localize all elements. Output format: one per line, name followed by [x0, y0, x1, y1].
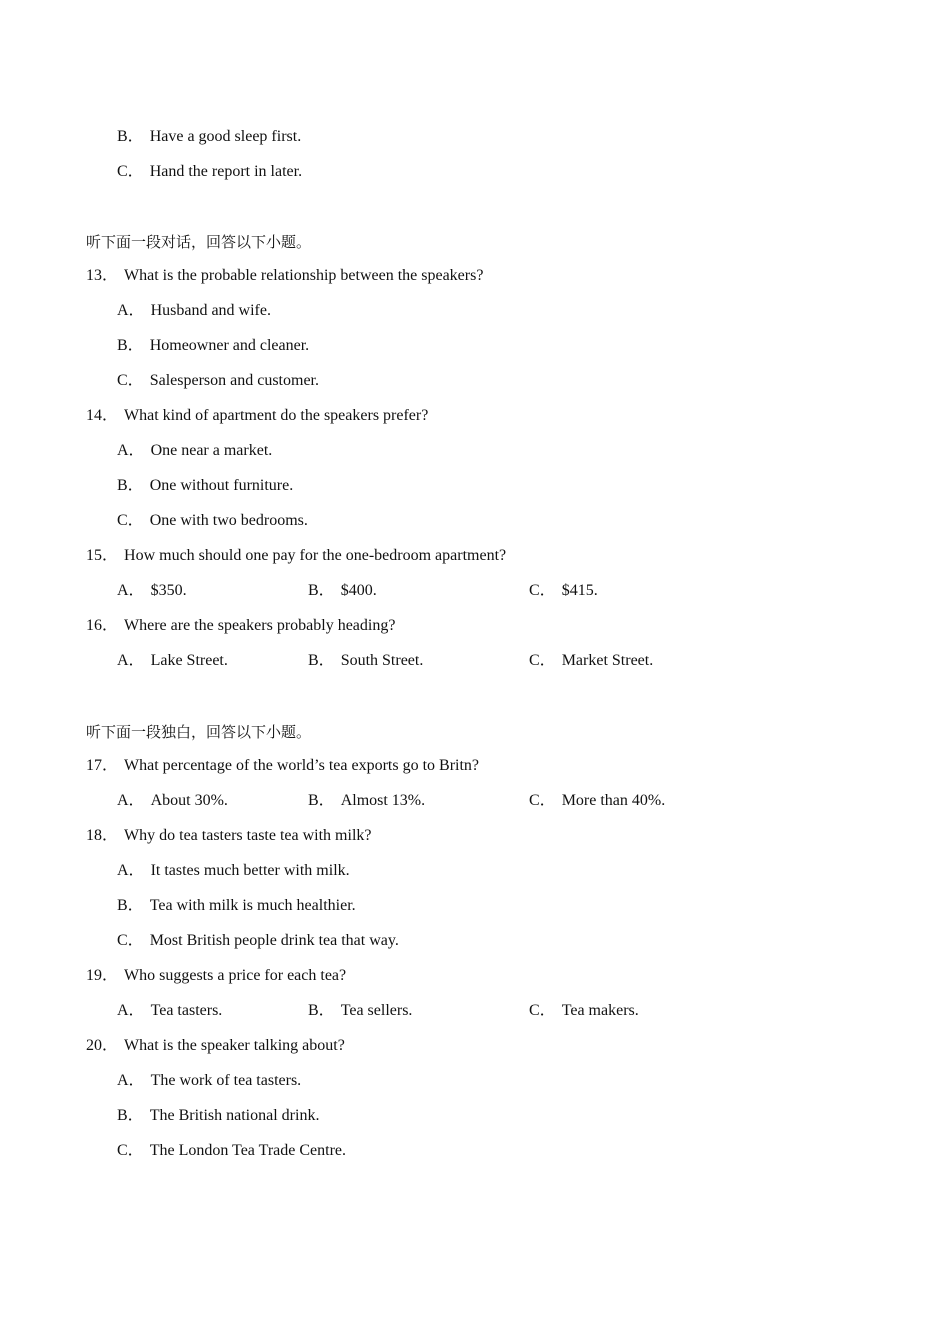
- option-label: B．: [117, 1107, 144, 1124]
- option-label: B．: [117, 128, 144, 145]
- question-15: [86, 546, 506, 566]
- question-text: What is the speaker talking about?: [124, 1037, 345, 1054]
- q15-option-c: [529, 581, 598, 601]
- q18-option-a: [117, 861, 350, 881]
- question-number: 17．: [86, 757, 119, 774]
- option-label: C．: [117, 932, 144, 949]
- q13-option-b: [117, 336, 309, 356]
- option-label: C．: [117, 1142, 144, 1159]
- question-number: 19．: [86, 967, 119, 984]
- question-number: 20．: [86, 1037, 119, 1054]
- option-text: About 30%.: [150, 792, 228, 809]
- option-text: Almost 13%.: [340, 792, 426, 809]
- question-text: What is the probable relationship between the speakers?: [124, 267, 484, 284]
- option-text: It tastes much better with milk.: [150, 862, 350, 879]
- option-label: A．: [117, 652, 145, 669]
- option-text: Most British people drink tea that way.: [149, 932, 399, 949]
- option-label: B．: [308, 792, 335, 809]
- question-text: Who suggests a price for each tea?: [124, 967, 347, 984]
- q16-option-a: [117, 651, 228, 671]
- option-label: A．: [117, 582, 145, 599]
- question-text: What percentage of the world’s tea exports go to Britn?: [124, 757, 480, 774]
- q16-option-b: [308, 651, 423, 671]
- option-label: B．: [117, 337, 144, 354]
- question-14: [86, 406, 428, 426]
- option-text: Lake Street.: [150, 652, 228, 669]
- option-label: C．: [529, 1002, 556, 1019]
- option-text: Homeowner and cleaner.: [149, 337, 310, 354]
- option-label: A．: [117, 1072, 145, 1089]
- option-text: One with two bedrooms.: [149, 512, 308, 529]
- q14-option-b: [117, 476, 293, 496]
- option-text: The British national drink.: [149, 1107, 320, 1124]
- question-number: 18．: [86, 827, 119, 844]
- q20-option-a: [117, 1071, 301, 1091]
- question-text: How much should one pay for the one-bedroom apartment?: [124, 547, 507, 564]
- option-text: One without furniture.: [149, 477, 294, 494]
- option-label: C．: [117, 372, 144, 389]
- question-number: 14．: [86, 407, 119, 424]
- option-text: Market Street.: [561, 652, 654, 669]
- question-20: [86, 1036, 345, 1056]
- q19-option-b: [308, 1001, 412, 1021]
- q12-option-c: [117, 162, 302, 182]
- option-text: South Street.: [340, 652, 424, 669]
- question-text: What kind of apartment do the speakers prefer?: [124, 407, 429, 424]
- option-text: $415.: [561, 582, 598, 599]
- q18-option-c: [117, 931, 399, 951]
- question-number: 16．: [86, 617, 119, 634]
- q12-option-b: [117, 127, 301, 147]
- question-16: [86, 616, 395, 636]
- option-label: C．: [529, 792, 556, 809]
- option-label: A．: [117, 862, 145, 879]
- option-label: C．: [529, 652, 556, 669]
- option-text: The work of tea tasters.: [150, 1072, 302, 1089]
- option-text: The London Tea Trade Centre.: [149, 1142, 347, 1159]
- question-number: 15．: [86, 547, 119, 564]
- section-instruction-monologue: 听下面一段独白，回答以下小题。: [86, 723, 312, 741]
- q13-option-a: [117, 301, 271, 321]
- q13-option-c: [117, 371, 319, 391]
- option-text: More than 40%.: [561, 792, 666, 809]
- option-text: $350.: [150, 582, 187, 599]
- option-text: Salesperson and customer.: [149, 372, 319, 389]
- q16-option-c: [529, 651, 653, 671]
- question-13: [86, 266, 483, 286]
- q20-option-b: [117, 1106, 319, 1126]
- option-label: B．: [117, 477, 144, 494]
- option-text: Husband and wife.: [150, 302, 271, 319]
- option-label: A．: [117, 792, 145, 809]
- section-instruction-dialogue: 听下面一段对话，回答以下小题。: [86, 233, 312, 251]
- q19-option-c: [529, 1001, 639, 1021]
- option-text: Tea tasters.: [150, 1002, 223, 1019]
- q14-option-a: [117, 441, 272, 461]
- question-number: 13．: [86, 267, 119, 284]
- q17-option-b: [308, 791, 425, 811]
- option-label: B．: [117, 897, 144, 914]
- option-label: C．: [117, 512, 144, 529]
- q19-option-a: [117, 1001, 222, 1021]
- question-19: [86, 966, 346, 986]
- option-text: Tea makers.: [561, 1002, 639, 1019]
- option-label: B．: [308, 582, 335, 599]
- q15-option-a: [117, 581, 187, 601]
- option-label: C．: [529, 582, 556, 599]
- option-text: One near a market.: [150, 442, 273, 459]
- option-text: $400.: [340, 582, 377, 599]
- option-label: B．: [308, 652, 335, 669]
- question-text: Where are the speakers probably heading?: [124, 617, 396, 634]
- q18-option-b: [117, 896, 356, 916]
- option-text: Have a good sleep first.: [149, 128, 302, 145]
- q17-option-c: [529, 791, 665, 811]
- question-17: [86, 756, 479, 776]
- question-text: Why do tea tasters taste tea with milk?: [124, 827, 372, 844]
- option-text: Tea with milk is much healthier.: [149, 897, 356, 914]
- option-label: A．: [117, 442, 145, 459]
- q15-option-b: [308, 581, 377, 601]
- option-label: B．: [308, 1002, 335, 1019]
- q14-option-c: [117, 511, 308, 531]
- question-18: [86, 826, 372, 846]
- option-label: C．: [117, 163, 144, 180]
- option-text: Tea sellers.: [340, 1002, 413, 1019]
- q17-option-a: [117, 791, 228, 811]
- option-label: A．: [117, 1002, 145, 1019]
- q20-option-c: [117, 1141, 346, 1161]
- option-text: Hand the report in later.: [149, 163, 303, 180]
- option-label: A．: [117, 302, 145, 319]
